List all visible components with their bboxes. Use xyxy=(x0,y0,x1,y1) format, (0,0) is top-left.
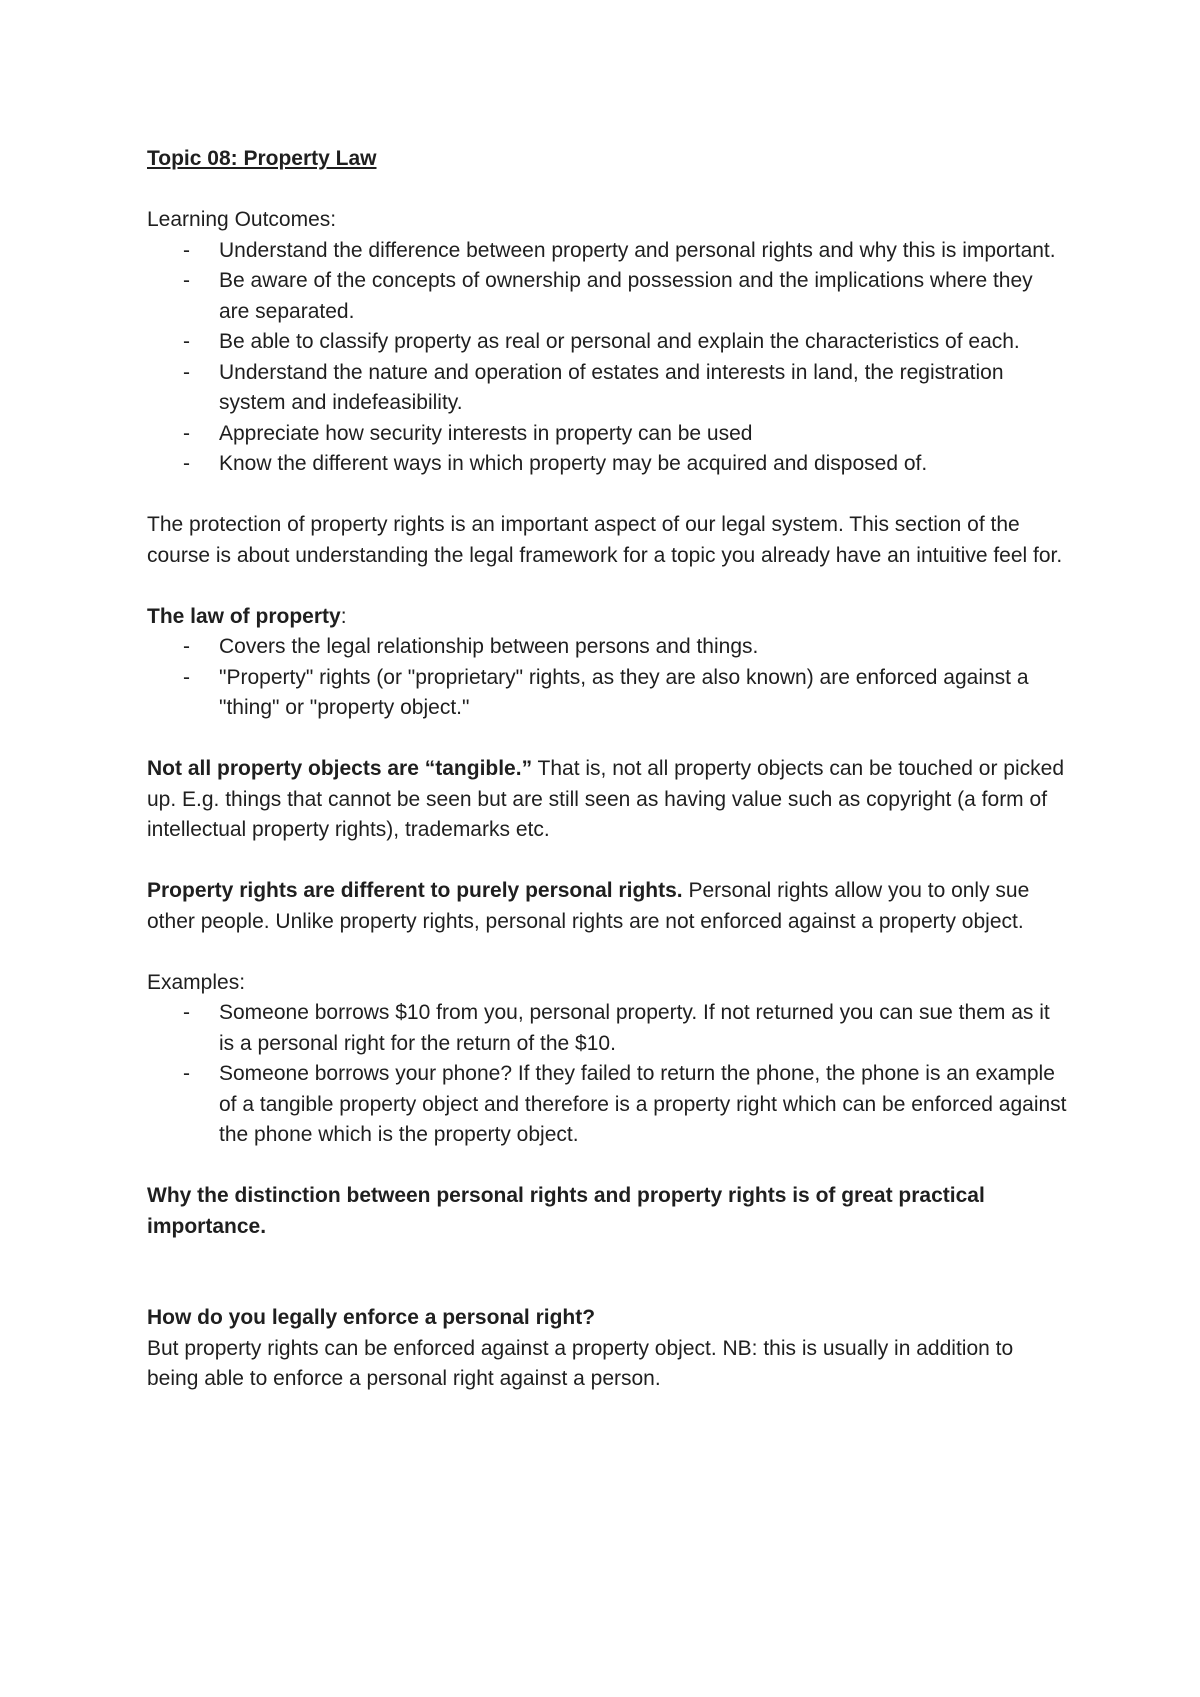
law-of-property-list xyxy=(147,632,1067,724)
list-item: - Covers the legal relationship between persons and things. xyxy=(219,632,1067,663)
examples-list xyxy=(147,998,1067,1151)
document-page xyxy=(147,144,1067,1395)
tangible-bold: Not all property objects are “tangible.” xyxy=(147,757,533,780)
learning-outcomes-heading: Learning Outcomes: xyxy=(147,208,337,231)
tangible-text: That is, not all property objects can be touched or picked up. E.g. things that cannot be seen but are still seen as having value such as copyright (a form of intellectual property rights), trademarks etc. xyxy=(147,757,1064,841)
personal-rights-text: Personal rights allow you to only sue other people. Unlike property rights, personal rights are not enforced against a property object. xyxy=(147,879,1030,933)
page-title: Topic 08: Property Law xyxy=(147,147,377,170)
list-item: - Someone borrows $10 from you, personal property. If not returned you can sue them as it is a personal right for the return of the $10. xyxy=(219,998,1067,1059)
list-item: - Be aware of the concepts of ownership and possession and the implications where they are separated. xyxy=(219,266,1067,327)
distinction-heading-bold: Why the distinction between personal rights and property rights is of great practical importance. xyxy=(147,1184,985,1238)
examples-heading: Examples: xyxy=(147,970,246,994)
law-of-property-heading xyxy=(147,602,1067,633)
list-item: - Appreciate how security interests in property can be used xyxy=(219,419,1067,450)
list-item: - Someone borrows your phone? If they failed to return the phone, the phone is an example of a tangible property object and therefore is a property right which can be enforced against the phone which is the property object. xyxy=(219,1059,1067,1151)
list-item: - Be able to classify property as real or personal and explain the characteristics of each. xyxy=(219,327,1067,358)
list-item: - Understand the nature and operation of estates and interests in land, the registration system and indefeasibility. xyxy=(219,358,1067,419)
list-item: - Know the different ways in which property may be acquired and disposed of. xyxy=(219,449,1067,480)
enforce-heading-bold: How do you legally enforce a personal right? xyxy=(147,1306,596,1329)
personal-rights-paragraph xyxy=(147,876,1067,937)
enforce-heading xyxy=(147,1303,1067,1334)
list-item: - Understand the difference between property and personal rights and why this is important. xyxy=(219,236,1067,267)
distinction-heading xyxy=(147,1181,1067,1242)
list-item: - "Property" rights (or "proprietary" rights, as they are also known) are enforced against a "thing" or "property object." xyxy=(219,663,1067,724)
law-of-property-heading-suffix: : xyxy=(340,604,347,628)
enforce-paragraph: But property rights can be enforced against a property object. NB: this is usually in addition to being able to enforce a personal right against a person. xyxy=(147,1336,1014,1390)
learning-outcomes-list xyxy=(147,236,1067,480)
intro-paragraph: The protection of property rights is an important aspect of our legal system. This section of the course is about understanding the legal framework for a topic you already have an intuitive feel for. xyxy=(147,513,1063,567)
law-of-property-heading-bold: The law of property xyxy=(147,604,341,628)
personal-rights-bold: Property rights are different to purely personal rights. xyxy=(147,879,683,902)
tangible-paragraph xyxy=(147,754,1067,846)
